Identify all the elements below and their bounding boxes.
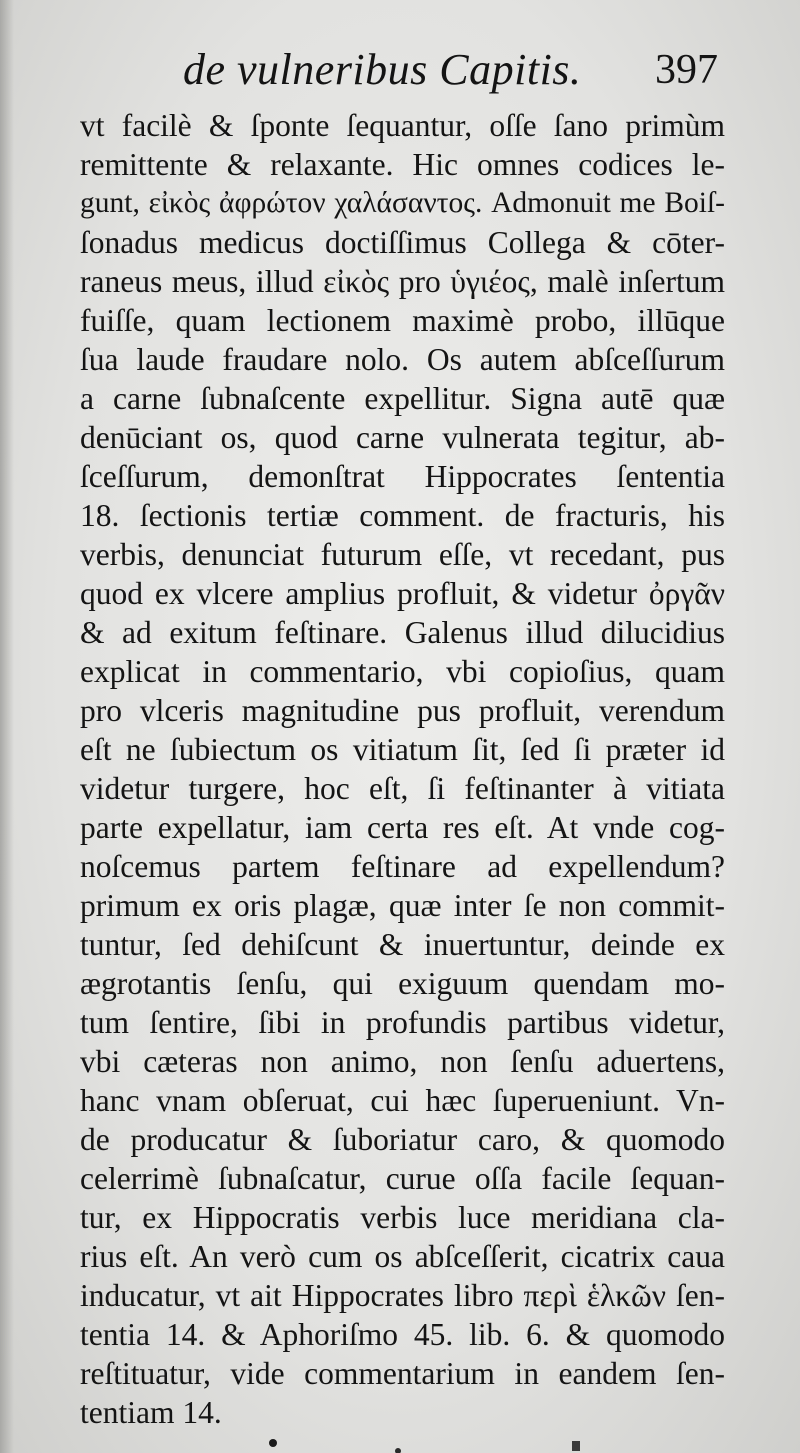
bottom-ink-specks bbox=[0, 1425, 800, 1453]
text-line: tuntur, ſed dehiſcunt & inuertuntur, deinde ex bbox=[80, 927, 725, 962]
text-line: quod ex vlcere amplius profluit, & videtur ὀργᾶν bbox=[80, 576, 725, 611]
text-line: ſua laude fraudare nolo. Os autem abſceſſurum bbox=[80, 342, 725, 377]
page-edge-shadow bbox=[0, 0, 14, 1453]
text-line: ſonadus medicus doctiſſimus Collega & cōter- bbox=[80, 225, 725, 260]
text-line: a carne ſubnaſcente expellitur. Signa autē quæ bbox=[80, 381, 725, 416]
text-line: de producatur & ſuboriatur caro, & quomodo bbox=[80, 1122, 725, 1157]
text-line: raneus meus, illud εἰκὸς pro ὑγιέος, malè inſertum bbox=[80, 264, 725, 299]
text-line: rius eſt. An verò cum os abſceſſerit, cicatrix caua bbox=[80, 1239, 725, 1274]
text-line: tum ſentire, ſibi in profundis partibus videtur, bbox=[80, 1005, 725, 1040]
page-header bbox=[0, 44, 800, 106]
text-line: noſcemus partem feſtinare ad expellendum? bbox=[80, 849, 725, 884]
text-line: 18. ſectionis tertiæ comment. de fracturis, his bbox=[80, 498, 725, 533]
body-text bbox=[80, 106, 725, 1432]
text-line: verbis, denunciat futurum eſſe, vt recedant, pus bbox=[80, 537, 725, 572]
text-line: tur, ex Hippocratis verbis luce meridiana cla- bbox=[80, 1200, 725, 1235]
text-line: gunt, εἰκὸς ἀφρώτον χαλάσαντος. Admonuit me Boiſ- bbox=[80, 187, 725, 219]
text-line: celerrimè ſubnaſcatur, curue oſſa facile ſequan- bbox=[80, 1161, 725, 1196]
text-line: & ad exitum feſtinare. Galenus illud dilucidius bbox=[80, 615, 725, 650]
text-line: denūciant os, quod carne vulnerata tegitur, ab- bbox=[80, 420, 725, 455]
text-line: reſtituatur, vide commentarium in eandem ſen- bbox=[80, 1356, 725, 1391]
text-line: explicat in commentario, vbi copioſius, quam bbox=[80, 654, 725, 689]
text-line: primum ex oris plagæ, quæ inter ſe non commit- bbox=[80, 888, 725, 923]
text-line: parte expellatur, iam certa res eſt. At vnde cog- bbox=[80, 810, 725, 845]
text-line: fuiſſe, quam lectionem maximè probo, illūque bbox=[80, 303, 725, 338]
text-line: tentia 14. & Aphoriſmo 45. lib. 6. & quomodo bbox=[80, 1317, 725, 1352]
text-line: vt facilè & ſponte ſequantur, oſſe ſano primùm bbox=[80, 108, 725, 143]
text-line: tentiam 14. bbox=[80, 1395, 222, 1430]
text-line: pro vlceris magnitudine pus profluit, verendum bbox=[80, 693, 725, 728]
text-line: vbi cæteras non animo, non ſenſu aduertens, bbox=[80, 1044, 725, 1079]
text-line: ægrotantis ſenſu, qui exiguum quendam mo- bbox=[80, 966, 725, 1001]
text-line: hanc vnam obſeruat, cui hæc ſuperueniunt. Vn- bbox=[80, 1083, 725, 1118]
text-line: eſt ne ſubiectum os vitiatum ſit, ſed ſi præter id bbox=[80, 732, 725, 767]
text-line: ſceſſurum, demonſtrat Hippocrates ſententia bbox=[80, 459, 725, 494]
text-line: inducatur, vt ait Hippocrates libro περὶ ἑλκῶν ſen- bbox=[80, 1278, 725, 1313]
text-line: remittente & relaxante. Hic omnes codices le- bbox=[80, 147, 725, 182]
running-title: de vulneribus Capitis. bbox=[183, 45, 582, 94]
text-line: videtur turgere, hoc eſt, ſi feſtinanter à vitiata bbox=[80, 771, 725, 806]
page-number: 397 bbox=[655, 47, 718, 93]
